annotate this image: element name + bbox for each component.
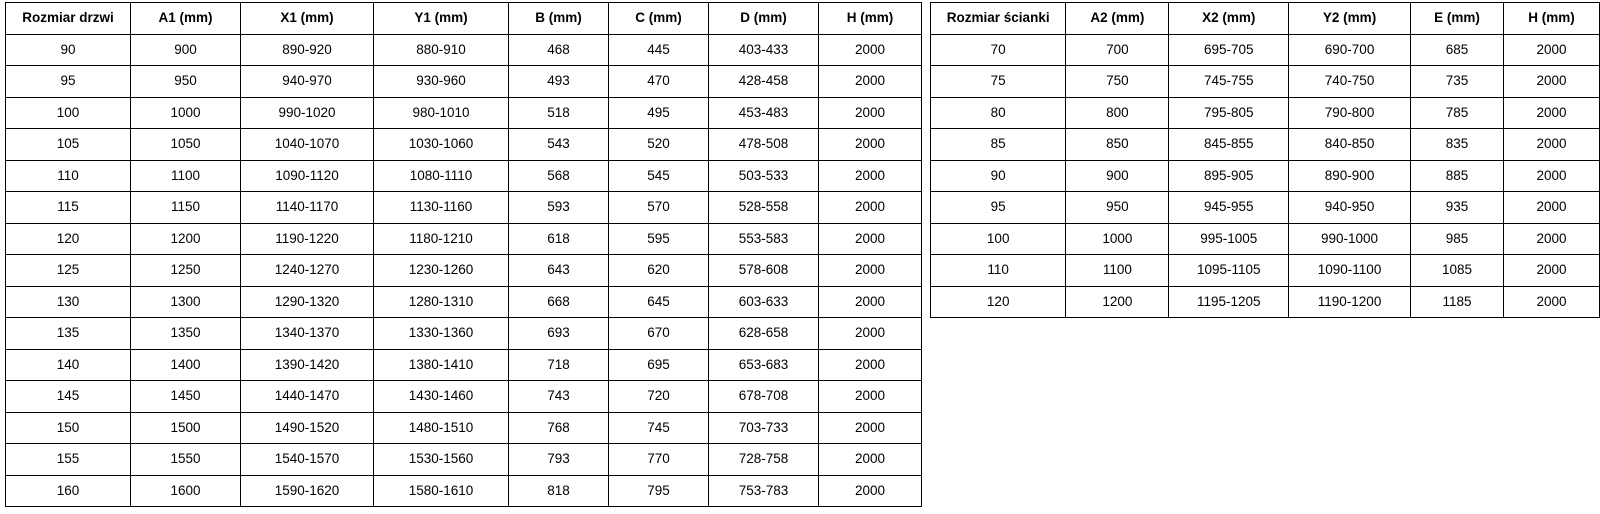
column-header: A2 (mm): [1066, 3, 1169, 35]
table-cell: 1330-1360: [374, 318, 509, 350]
table-cell: 880-910: [374, 34, 509, 66]
table-cell: 930-960: [374, 66, 509, 98]
table-cell: 1095-1105: [1169, 255, 1289, 287]
table-cell: 150: [6, 412, 131, 444]
table-cell: 743: [509, 381, 609, 413]
table-cell: 125: [6, 255, 131, 287]
table-cell: 653-683: [709, 349, 819, 381]
table-cell: 1430-1460: [374, 381, 509, 413]
table-cell: 1580-1610: [374, 475, 509, 507]
table-cell: 120: [931, 286, 1066, 318]
table-cell: 145: [6, 381, 131, 413]
table-cell: 718: [509, 349, 609, 381]
table-row: [6, 412, 922, 444]
table-cell: 1390-1420: [241, 349, 374, 381]
table-cell: 645: [609, 286, 709, 318]
table-cell: 750: [1066, 66, 1169, 98]
table-cell: 735: [1410, 66, 1503, 98]
column-header: Rozmiar drzwi: [6, 3, 131, 35]
table-cell: 643: [509, 255, 609, 287]
table-cell: 668: [509, 286, 609, 318]
table-row: [6, 97, 922, 129]
table-cell: 1550: [131, 444, 241, 476]
table-cell: 1195-1205: [1169, 286, 1289, 318]
table-cell: 2000: [819, 381, 922, 413]
table-cell: 695-705: [1169, 34, 1289, 66]
column-header: H (mm): [819, 3, 922, 35]
table-cell: 753-783: [709, 475, 819, 507]
table-cell: 543: [509, 129, 609, 161]
table-row: [931, 97, 1600, 129]
table-cell: 545: [609, 160, 709, 192]
table-cell: 1500: [131, 412, 241, 444]
table-cell: 428-458: [709, 66, 819, 98]
table-cell: 693: [509, 318, 609, 350]
table-cell: 700: [1066, 34, 1169, 66]
table-cell: 1150: [131, 192, 241, 224]
column-header: A1 (mm): [131, 3, 241, 35]
column-header: E (mm): [1410, 3, 1503, 35]
table-row: [931, 129, 1600, 161]
table-cell: 670: [609, 318, 709, 350]
walls-dimensions-table: [930, 2, 1600, 318]
table-row: [931, 223, 1600, 255]
table-cell: 2000: [1504, 255, 1600, 287]
table-cell: 685: [1410, 34, 1503, 66]
table-cell: 155: [6, 444, 131, 476]
table-cell: 1350: [131, 318, 241, 350]
table-cell: 845-855: [1169, 129, 1289, 161]
table-cell: 728-758: [709, 444, 819, 476]
table-cell: 90: [6, 34, 131, 66]
table-cell: 1100: [1066, 255, 1169, 287]
table-row: [6, 192, 922, 224]
table-cell: 1290-1320: [241, 286, 374, 318]
table-cell: 2000: [819, 318, 922, 350]
table-cell: 1490-1520: [241, 412, 374, 444]
table-cell: 990-1000: [1289, 223, 1411, 255]
doors-dimensions-table: [5, 2, 922, 507]
table-cell: 935: [1410, 192, 1503, 224]
table-cell: 1230-1260: [374, 255, 509, 287]
table-cell: 1200: [1066, 286, 1169, 318]
table-cell: 1250: [131, 255, 241, 287]
table-header-row: [931, 3, 1600, 35]
table-row: [6, 475, 922, 507]
walls-dimensions-table-container: [930, 2, 1600, 318]
table-cell: 690-700: [1289, 34, 1411, 66]
table-cell: 120: [6, 223, 131, 255]
table-cell: 603-633: [709, 286, 819, 318]
table-cell: 1340-1370: [241, 318, 374, 350]
doors-table-header: [6, 3, 922, 35]
table-cell: 1440-1470: [241, 381, 374, 413]
table-cell: 1080-1110: [374, 160, 509, 192]
column-header: Y1 (mm): [374, 3, 509, 35]
table-cell: 2000: [1504, 192, 1600, 224]
table-row: [6, 381, 922, 413]
table-header-row: [6, 3, 922, 35]
table-cell: 2000: [1504, 223, 1600, 255]
table-cell: 160: [6, 475, 131, 507]
column-header: H (mm): [1504, 3, 1600, 35]
table-cell: 90: [931, 160, 1066, 192]
table-cell: 940-970: [241, 66, 374, 98]
table-cell: 1000: [1066, 223, 1169, 255]
table-cell: 1600: [131, 475, 241, 507]
table-cell: 553-583: [709, 223, 819, 255]
table-row: [6, 66, 922, 98]
table-cell: 85: [931, 129, 1066, 161]
table-cell: 950: [131, 66, 241, 98]
table-row: [6, 318, 922, 350]
table-row: [931, 255, 1600, 287]
table-cell: 493: [509, 66, 609, 98]
table-cell: 100: [6, 97, 131, 129]
table-cell: 2000: [819, 286, 922, 318]
table-cell: 1130-1160: [374, 192, 509, 224]
table-cell: 1000: [131, 97, 241, 129]
table-cell: 95: [931, 192, 1066, 224]
table-cell: 620: [609, 255, 709, 287]
table-cell: 800: [1066, 97, 1169, 129]
table-cell: 445: [609, 34, 709, 66]
table-cell: 990-1020: [241, 97, 374, 129]
table-cell: 130: [6, 286, 131, 318]
table-cell: 945-955: [1169, 192, 1289, 224]
table-cell: 1300: [131, 286, 241, 318]
table-cell: 740-750: [1289, 66, 1411, 98]
table-cell: 1400: [131, 349, 241, 381]
table-cell: 785: [1410, 97, 1503, 129]
table-cell: 790-800: [1289, 97, 1411, 129]
table-cell: 2000: [819, 66, 922, 98]
table-cell: 2000: [819, 129, 922, 161]
table-cell: 70: [931, 34, 1066, 66]
table-cell: 1040-1070: [241, 129, 374, 161]
table-cell: 985: [1410, 223, 1503, 255]
table-cell: 950: [1066, 192, 1169, 224]
table-cell: 678-708: [709, 381, 819, 413]
table-cell: 940-950: [1289, 192, 1411, 224]
table-cell: 795: [609, 475, 709, 507]
column-header: Rozmiar ścianki: [931, 3, 1066, 35]
table-row: [6, 160, 922, 192]
table-cell: 1050: [131, 129, 241, 161]
table-cell: 1090-1100: [1289, 255, 1411, 287]
table-row: [931, 192, 1600, 224]
table-cell: 2000: [819, 223, 922, 255]
table-cell: 745-755: [1169, 66, 1289, 98]
table-cell: 1090-1120: [241, 160, 374, 192]
doors-table-body: [6, 34, 922, 507]
table-cell: 1180-1210: [374, 223, 509, 255]
table-cell: 2000: [1504, 129, 1600, 161]
table-cell: 2000: [819, 97, 922, 129]
column-header: C (mm): [609, 3, 709, 35]
table-cell: 495: [609, 97, 709, 129]
table-cell: 818: [509, 475, 609, 507]
table-cell: 2000: [819, 255, 922, 287]
table-cell: 835: [1410, 129, 1503, 161]
table-cell: 618: [509, 223, 609, 255]
table-row: [6, 223, 922, 255]
table-cell: 570: [609, 192, 709, 224]
table-row: [6, 286, 922, 318]
table-cell: 1030-1060: [374, 129, 509, 161]
table-cell: 995-1005: [1169, 223, 1289, 255]
table-cell: 1140-1170: [241, 192, 374, 224]
table-cell: 1590-1620: [241, 475, 374, 507]
table-cell: 578-608: [709, 255, 819, 287]
table-cell: 478-508: [709, 129, 819, 161]
table-cell: 470: [609, 66, 709, 98]
table-cell: 100: [931, 223, 1066, 255]
column-header: X2 (mm): [1169, 3, 1289, 35]
table-cell: 140: [6, 349, 131, 381]
table-cell: 695: [609, 349, 709, 381]
table-cell: 720: [609, 381, 709, 413]
table-cell: 980-1010: [374, 97, 509, 129]
table-cell: 2000: [1504, 97, 1600, 129]
table-cell: 568: [509, 160, 609, 192]
column-header: D (mm): [709, 3, 819, 35]
table-cell: 105: [6, 129, 131, 161]
table-row: [6, 255, 922, 287]
table-cell: 1450: [131, 381, 241, 413]
table-cell: 1280-1310: [374, 286, 509, 318]
table-cell: 1185: [1410, 286, 1503, 318]
table-row: [931, 66, 1600, 98]
table-cell: 1530-1560: [374, 444, 509, 476]
table-cell: 115: [6, 192, 131, 224]
column-header: B (mm): [509, 3, 609, 35]
table-cell: 110: [6, 160, 131, 192]
table-cell: 453-483: [709, 97, 819, 129]
table-cell: 2000: [819, 160, 922, 192]
table-cell: 900: [1066, 160, 1169, 192]
table-cell: 628-658: [709, 318, 819, 350]
table-cell: 850: [1066, 129, 1169, 161]
table-cell: 770: [609, 444, 709, 476]
table-cell: 75: [931, 66, 1066, 98]
table-row: [6, 349, 922, 381]
table-cell: 593: [509, 192, 609, 224]
table-cell: 2000: [1504, 66, 1600, 98]
table-cell: 885: [1410, 160, 1503, 192]
doors-dimensions-table-container: [5, 2, 922, 507]
table-cell: 595: [609, 223, 709, 255]
table-cell: 895-905: [1169, 160, 1289, 192]
table-cell: 468: [509, 34, 609, 66]
table-row: [931, 34, 1600, 66]
table-cell: 2000: [819, 475, 922, 507]
table-cell: 1540-1570: [241, 444, 374, 476]
walls-table-header: [931, 3, 1600, 35]
table-cell: 1190-1200: [1289, 286, 1411, 318]
table-cell: 520: [609, 129, 709, 161]
table-cell: 2000: [819, 192, 922, 224]
table-cell: 2000: [1504, 160, 1600, 192]
table-cell: 2000: [819, 349, 922, 381]
table-cell: 503-533: [709, 160, 819, 192]
table-cell: 80: [931, 97, 1066, 129]
column-header: Y2 (mm): [1289, 3, 1411, 35]
table-cell: 1380-1410: [374, 349, 509, 381]
table-cell: 900: [131, 34, 241, 66]
table-cell: 95: [6, 66, 131, 98]
table-cell: 1240-1270: [241, 255, 374, 287]
table-row: [6, 444, 922, 476]
table-row: [6, 129, 922, 161]
table-cell: 403-433: [709, 34, 819, 66]
table-cell: 890-900: [1289, 160, 1411, 192]
table-row: [931, 286, 1600, 318]
column-header: X1 (mm): [241, 3, 374, 35]
table-cell: 2000: [819, 34, 922, 66]
table-cell: 2000: [819, 412, 922, 444]
table-cell: 1085: [1410, 255, 1503, 287]
table-cell: 745: [609, 412, 709, 444]
table-cell: 2000: [819, 444, 922, 476]
table-cell: 518: [509, 97, 609, 129]
table-cell: 840-850: [1289, 129, 1411, 161]
table-cell: 768: [509, 412, 609, 444]
table-cell: 1200: [131, 223, 241, 255]
table-cell: 703-733: [709, 412, 819, 444]
table-row: [6, 34, 922, 66]
table-cell: 2000: [1504, 34, 1600, 66]
table-cell: 1480-1510: [374, 412, 509, 444]
table-cell: 2000: [1504, 286, 1600, 318]
walls-table-body: [931, 34, 1600, 318]
table-cell: 795-805: [1169, 97, 1289, 129]
table-cell: 528-558: [709, 192, 819, 224]
table-cell: 1190-1220: [241, 223, 374, 255]
table-cell: 890-920: [241, 34, 374, 66]
table-cell: 793: [509, 444, 609, 476]
table-cell: 135: [6, 318, 131, 350]
table-row: [931, 160, 1600, 192]
table-cell: 110: [931, 255, 1066, 287]
table-cell: 1100: [131, 160, 241, 192]
